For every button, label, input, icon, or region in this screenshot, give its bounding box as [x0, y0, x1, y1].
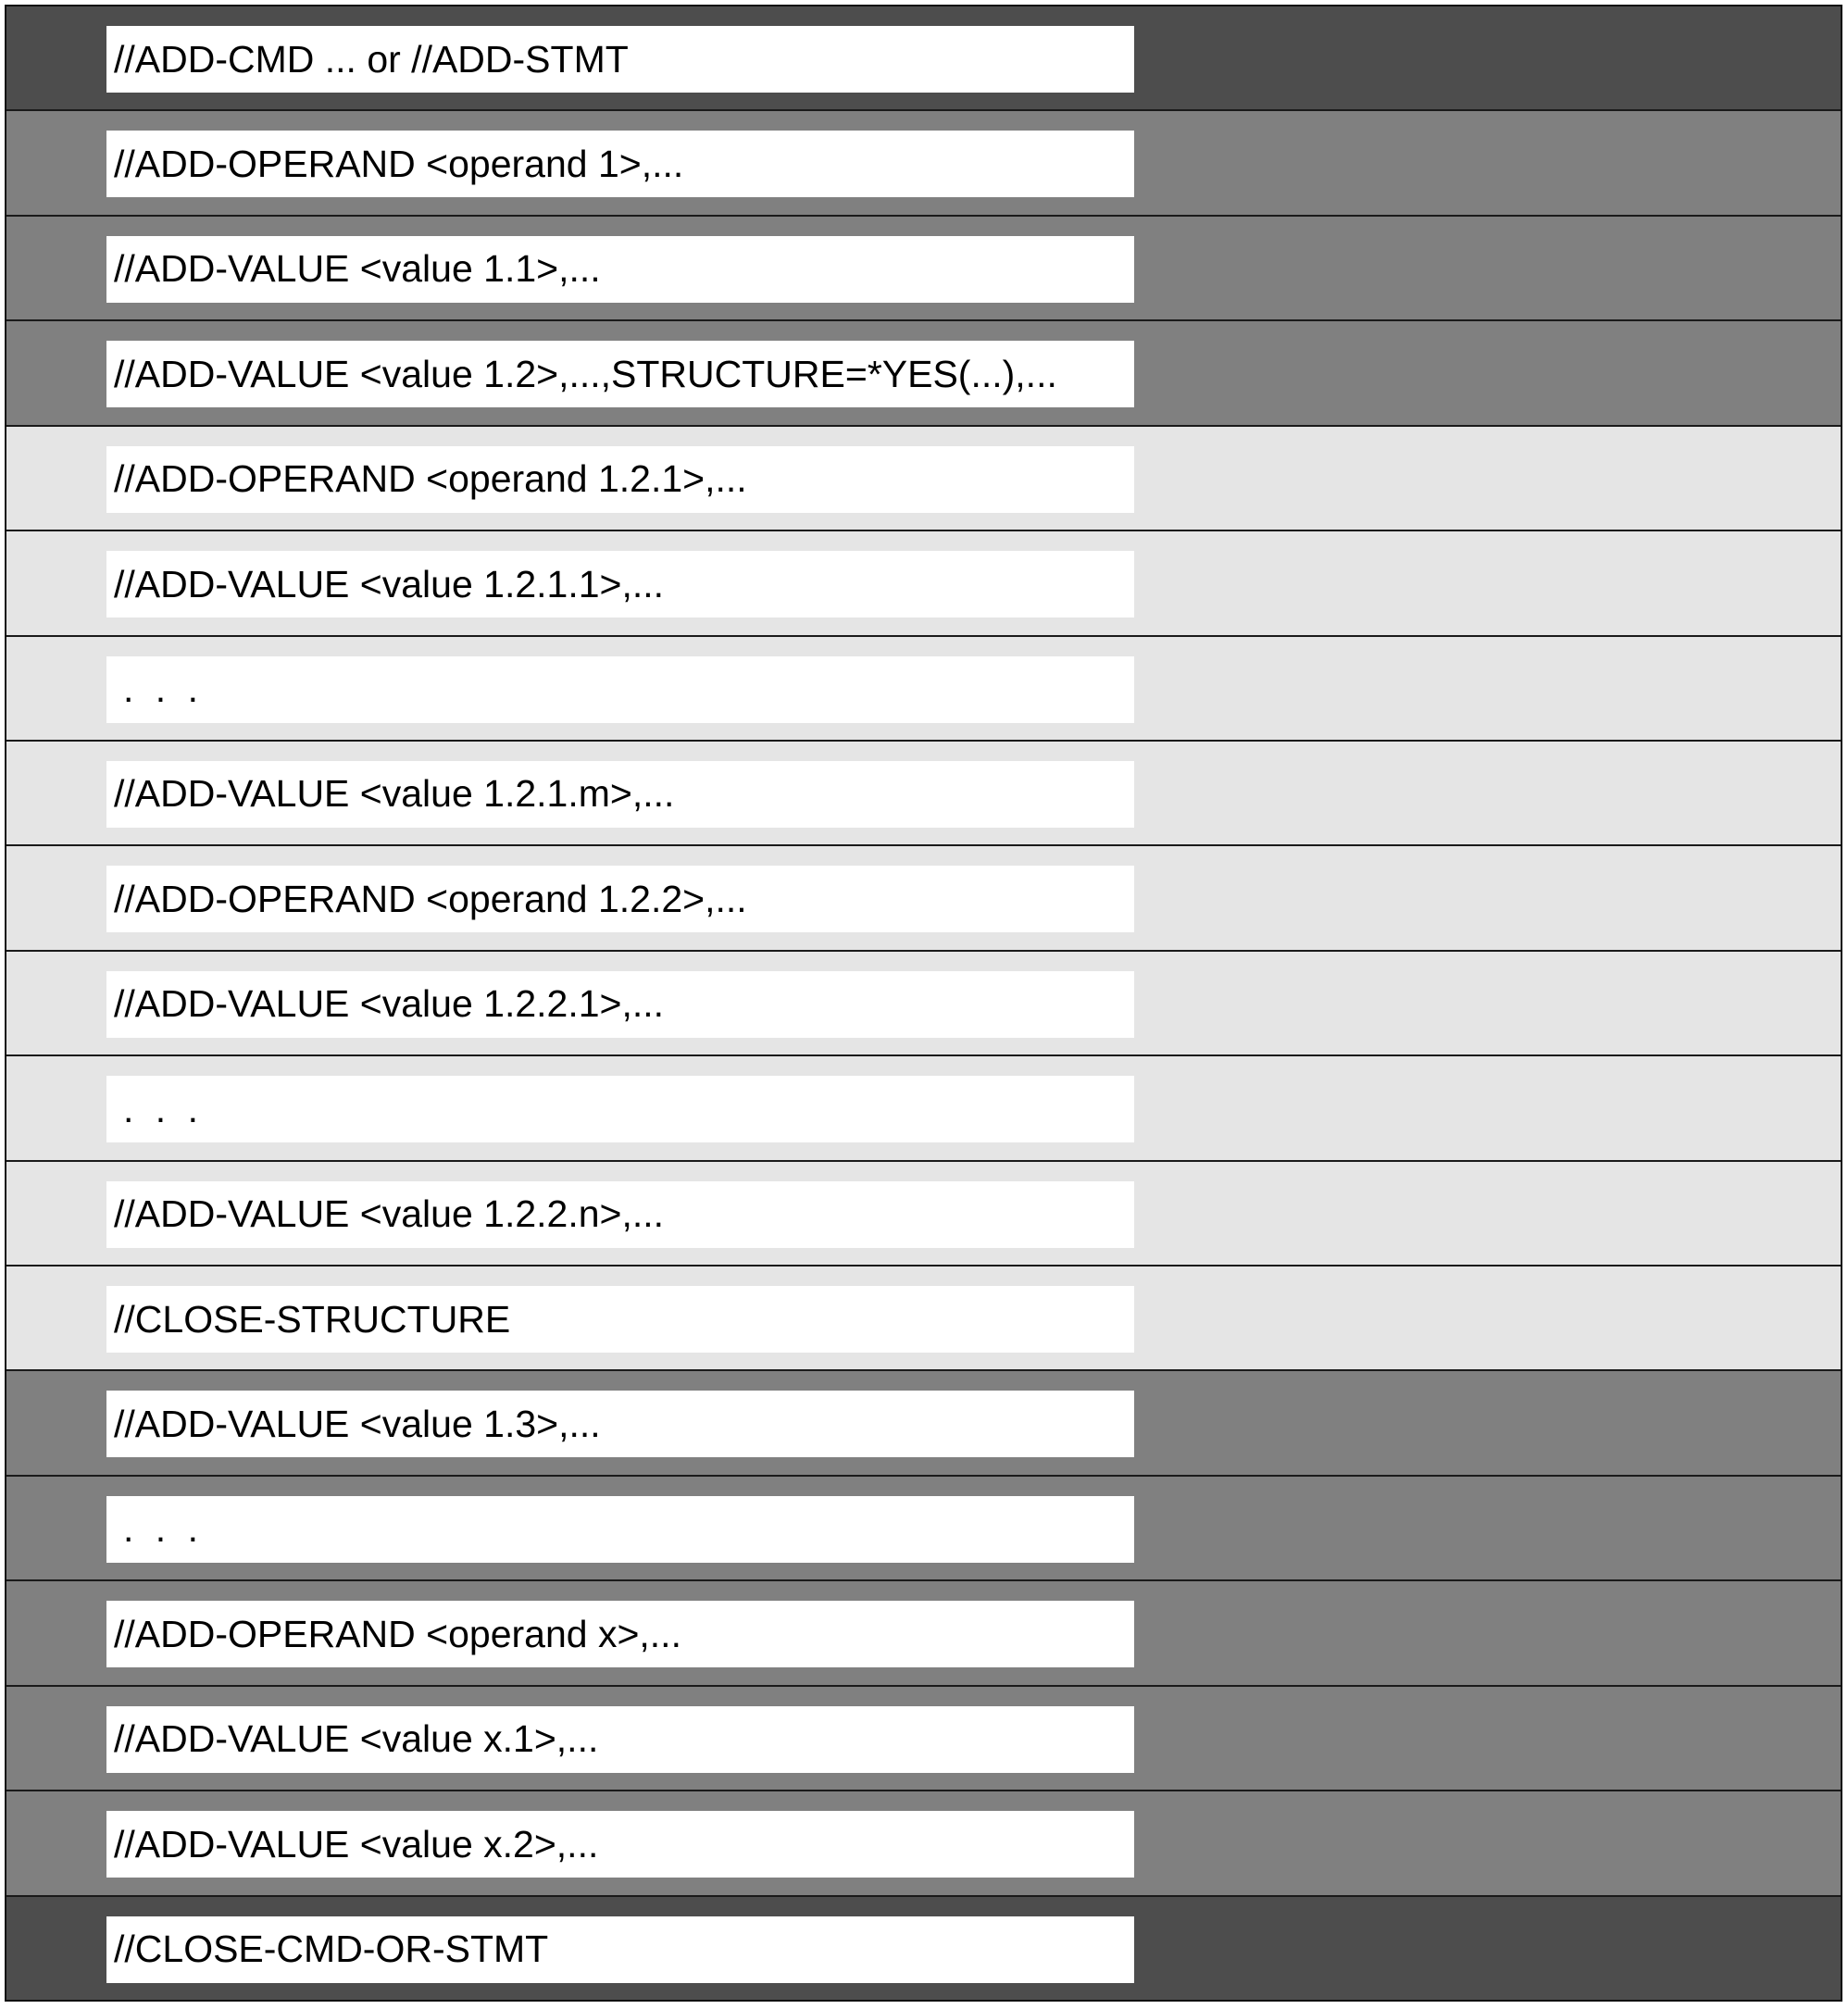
row-add-value-1-2-1-1 — [6, 531, 1841, 636]
row-ellipsis — [6, 1477, 1841, 1581]
statement-box — [106, 341, 1134, 407]
row-add-operand-1 — [6, 111, 1841, 216]
statement-box — [106, 26, 1134, 93]
statement-box — [106, 1181, 1134, 1248]
row-add-value-1-2-1-m — [6, 742, 1841, 846]
statement-text: //ADD-VALUE <value x.1>,... — [114, 1717, 599, 1761]
statement-box — [106, 1391, 1134, 1457]
statement-text: //ADD-VALUE <value 1.2.2.1>,... — [114, 982, 665, 1026]
statement-text: //CLOSE-CMD-OR-STMT — [114, 1928, 549, 1971]
statement-box — [106, 1601, 1134, 1667]
row-add-value-x-2 — [6, 1791, 1841, 1896]
statement-text: //ADD-VALUE <value 1.3>,... — [114, 1402, 601, 1445]
statement-box — [106, 236, 1134, 303]
statement-text: . . . — [123, 668, 204, 711]
statement-box — [106, 656, 1134, 723]
row-ellipsis — [6, 637, 1841, 742]
statement-text: //ADD-OPERAND <operand 1.2.1>,... — [114, 457, 747, 501]
row-add-operand-1-2-2 — [6, 846, 1841, 951]
statement-box — [106, 1076, 1134, 1142]
row-add-value-x-1 — [6, 1687, 1841, 1791]
statement-box — [106, 1811, 1134, 1878]
statement-nesting-diagram — [5, 5, 1842, 2002]
statement-box — [106, 1916, 1134, 1983]
statement-box — [106, 971, 1134, 1038]
row-add-cmd — [6, 6, 1841, 111]
row-add-value-1-2-2-1 — [6, 952, 1841, 1056]
statement-box — [106, 446, 1134, 513]
statement-box — [106, 551, 1134, 618]
statement-text: //ADD-VALUE <value x.2>,... — [114, 1822, 599, 1866]
statement-text: //ADD-OPERAND <operand 1.2.2>,... — [114, 877, 747, 920]
row-close-cmd-or-stmt — [6, 1897, 1841, 2000]
statement-text: //ADD-VALUE <value 1.2.1.m>,... — [114, 772, 675, 816]
statement-text: //ADD-VALUE <value 1.2.2.n>,... — [114, 1192, 665, 1236]
row-add-value-1-1 — [6, 217, 1841, 321]
statement-text: //CLOSE-STRUCTURE — [114, 1297, 511, 1341]
statement-text: //ADD-VALUE <value 1.1>,... — [114, 247, 601, 291]
statement-box — [106, 1496, 1134, 1563]
statement-text: //ADD-CMD ... or //ADD-STMT — [114, 37, 629, 81]
row-add-value-1-2-structure — [6, 321, 1841, 426]
statement-text: //ADD-OPERAND <operand 1>,... — [114, 142, 684, 185]
statement-box — [106, 1706, 1134, 1773]
statement-text: //ADD-VALUE <value 1.2>,...,STRUCTURE=*YES(...),... — [114, 352, 1057, 395]
statement-text: //ADD-VALUE <value 1.2.1.1>,... — [114, 562, 665, 605]
row-close-structure — [6, 1267, 1841, 1371]
statement-text: . . . — [123, 1087, 204, 1130]
statement-text: //ADD-OPERAND <operand x>,... — [114, 1612, 681, 1655]
statement-box — [106, 866, 1134, 932]
statement-box — [106, 761, 1134, 828]
row-add-operand-1-2-1 — [6, 427, 1841, 531]
row-add-value-1-2-2-n — [6, 1162, 1841, 1267]
row-add-operand-x — [6, 1581, 1841, 1686]
statement-box — [106, 1286, 1134, 1353]
row-ellipsis — [6, 1056, 1841, 1161]
row-add-value-1-3 — [6, 1371, 1841, 1476]
statement-text: . . . — [123, 1507, 204, 1551]
statement-box — [106, 131, 1134, 197]
